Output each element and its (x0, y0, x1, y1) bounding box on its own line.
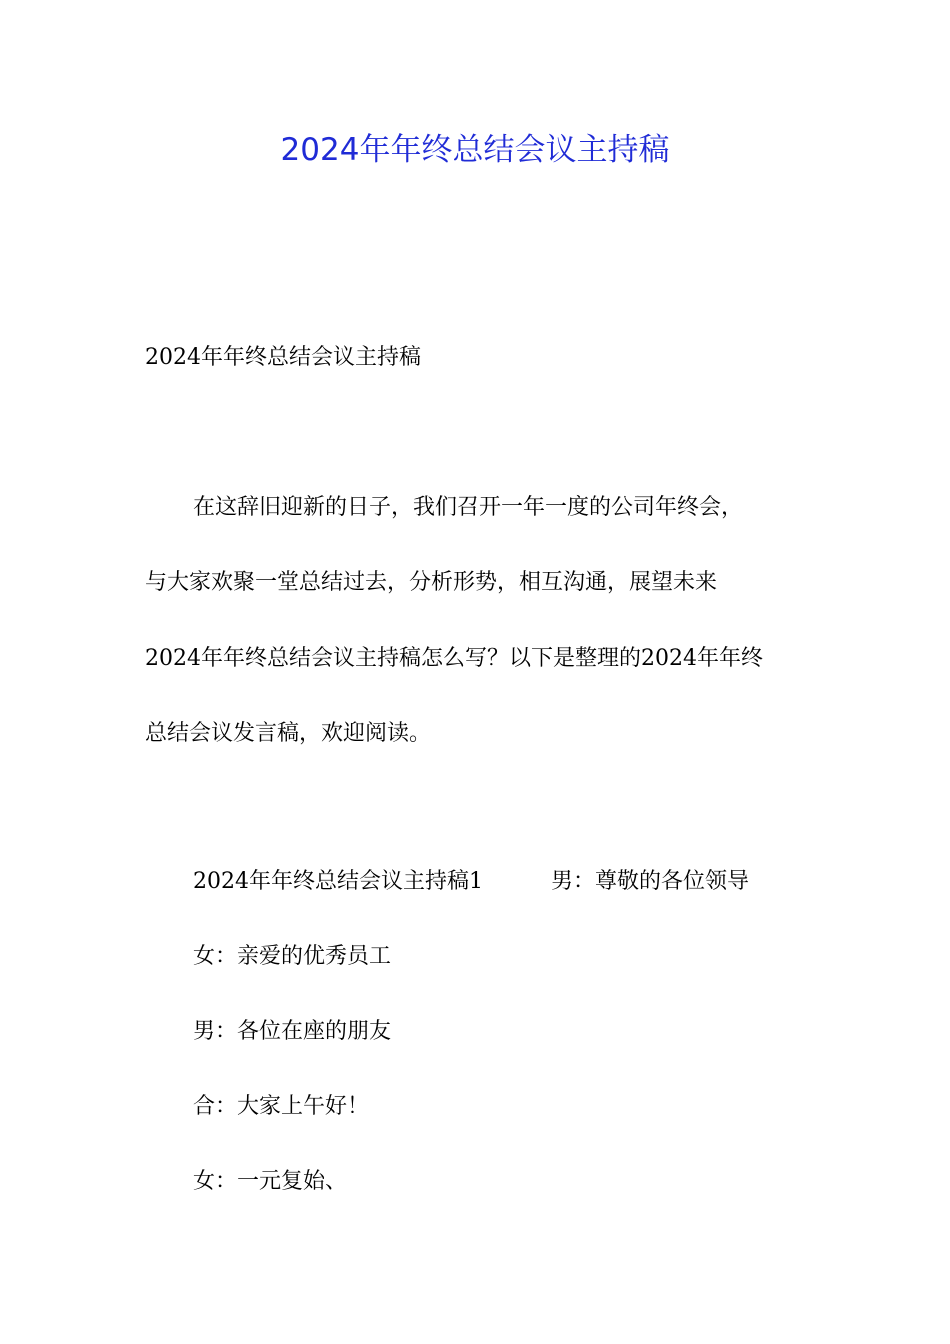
document-title: 2024年年终总结会议主持稿 (280, 132, 670, 168)
dialogue-line-1: 男：尊敬的各位领导 (551, 869, 750, 894)
dialogue-line-3: 男：各位在座的朋友 (193, 1019, 392, 1044)
dialogue-line-4: 合：大家上午好！ (193, 1094, 370, 1119)
dialogue-line-5: 女：一元复始、 (193, 1169, 348, 1194)
intro-line-2: 与大家欢聚一堂总结过去，分析形势，相互沟通，展望未来 (145, 570, 718, 595)
section-heading: 2024年年终总结会议主持稿1 (193, 869, 483, 894)
dialogue-line-2: 女：亲爱的优秀员工 (193, 944, 392, 969)
intro-line-1: 在这辞旧迎新的日子，我们召开一年一度的公司年终会， (193, 495, 744, 520)
intro-line-3: 2024年年终总结会议主持稿怎么写？以下是整理的2024年年终 (145, 646, 763, 671)
intro-line-4: 总结会议发言稿，欢迎阅读。 (145, 721, 432, 746)
document-subtitle: 2024年年终总结会议主持稿 (145, 345, 421, 370)
